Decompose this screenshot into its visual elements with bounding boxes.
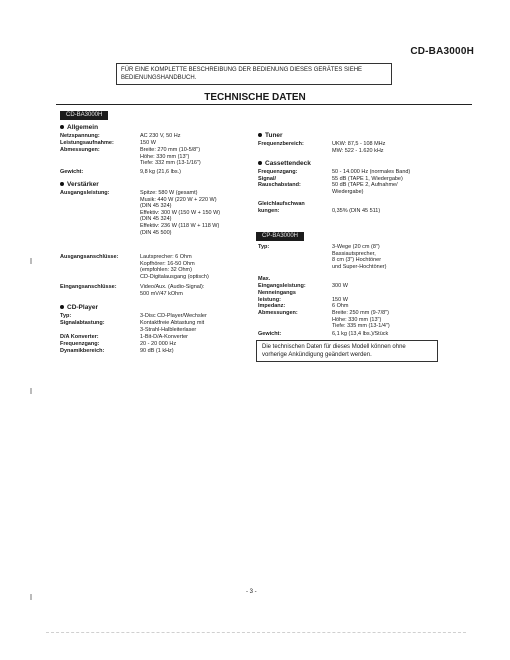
spec-key: Ausgangsanschlüsse:	[60, 254, 119, 260]
page-heading: TECHNISCHE DATEN	[204, 92, 306, 103]
spec-value: 0,35% (DIN 45 511)	[332, 207, 381, 214]
spec-key: Nenneingangs leistung:	[258, 290, 296, 303]
spec-key: Impedanz:	[258, 303, 286, 309]
spec-key: Abmessungen:	[60, 147, 100, 153]
bullet-icon	[258, 133, 262, 137]
spec-key: Abmessungen:	[258, 310, 298, 316]
section-tuner	[258, 132, 283, 139]
scan-mark	[30, 388, 32, 394]
spec-value: 150 W	[140, 140, 156, 146]
spec-key: Gleichlaufschwan kungen:	[258, 201, 305, 214]
spec-value: 150 W	[332, 296, 348, 303]
spec-key: D/A Konverter:	[60, 334, 99, 340]
section-title: CD-Player	[67, 304, 99, 311]
spec-value: Kontaktfreie Abtastung mit 3-Strahl-Halbleiterlaser	[140, 320, 205, 333]
spec-value: Spitze: 580 W (gesamt) Musik: 440 W (220 W + 220 W) (DIN 45 324) Effektiv: 300 W (150 W + 150 W) (DIN 45 324) Effektiv: 236 W (118 W + 118 W) (DIN 45 500)	[140, 190, 221, 236]
spec-value: 6 Ohm	[332, 303, 349, 309]
spec-value: 300 W	[332, 282, 348, 289]
spec-value: 90 dB (1 kHz)	[140, 348, 174, 354]
section-allgemein	[60, 124, 98, 131]
spec-key: Eingangsanschlüsse:	[60, 284, 117, 290]
spec-key: Dynamikbereich:	[60, 348, 105, 354]
scan-border	[46, 632, 466, 633]
section-title: Cassettendeck	[265, 160, 311, 167]
section-verstaerker	[60, 181, 99, 188]
spec-value: UKW: 87,5 - 108 MHz MW: 522 - 1.620 kHz	[332, 141, 386, 154]
spec-value: Breite: 250 mm (9-7/8") Höhe: 330 mm (13") Tiefe: 335 mm (13-1/4")	[332, 310, 390, 330]
spec-key: Ausgangsleistung:	[60, 190, 110, 196]
spec-key: Signalabtastung:	[60, 320, 105, 326]
bullet-icon	[60, 305, 64, 309]
spec-key: Frequenzgang: Signal/ Rauschabstand:	[258, 169, 301, 189]
heading-divider	[56, 104, 472, 105]
section-title: Tuner	[265, 132, 283, 139]
section-title: Verstärker	[67, 181, 99, 188]
spec-value: 6,1 kg (13,4 lbs.)/Stück	[332, 331, 389, 337]
spec-key: Gewicht:	[60, 169, 84, 175]
scan-mark	[30, 258, 32, 264]
page-number: - 3 -	[246, 589, 257, 595]
section-cassettendeck	[258, 160, 311, 167]
spec-key: Frequenzgang:	[60, 341, 100, 347]
change-notice-box: Die technischen Daten für dieses Modell können ohne vorherige Ankündigung geändert werden.	[256, 340, 438, 362]
spec-key: Typ:	[60, 313, 72, 319]
spec-value: 3-Disc CD-Player/Wechsler	[140, 313, 207, 319]
spec-value: Lautsprecher: 6 Ohm Kopfhörer: 16-50 Ohm (empfohlen: 32 Ohm) CD-Digitalausgang (optisch)	[140, 254, 209, 280]
spec-key: Frequenzbereich:	[258, 141, 304, 147]
spec-key: Typ:	[258, 244, 270, 250]
spec-key: Netzspannung:	[60, 133, 100, 139]
right-model-badge: CP-BA3000H	[256, 232, 304, 241]
manual-notice-box: FÜR EINE KOMPLETTE BESCHREIBUNG DER BEDIENUNG DIESES GERÄTES SIEHE BEDIENUNGSHANDBUCH.	[116, 63, 392, 85]
spec-value: 3-Wege (20 cm (8") Bassiautsprecher, 8 cm (3") Hochtöner und Super-Hochtöner)	[332, 244, 387, 270]
bullet-icon	[60, 182, 64, 186]
left-model-badge: CD-BA3000H	[60, 111, 108, 120]
scan-mark	[30, 594, 32, 600]
bullet-icon	[258, 161, 262, 165]
bullet-icon	[60, 125, 64, 129]
spec-value: 50 - 14.000 Hz (normales Band) 55 dB (TAPE 1, Wiedergabe) 50 dB (TAPE 2, Aufnahme/ Wiedergabe)	[332, 169, 411, 195]
spec-key: Gewicht:	[258, 331, 282, 337]
section-title: Allgemein	[67, 124, 99, 131]
spec-key: Max. Eingangsleistung:	[258, 276, 306, 289]
spec-value: 9,8 kg (21,6 lbs.)	[140, 169, 181, 175]
model-title: CD-BA3000H	[410, 46, 474, 57]
spec-value: 1-Bit-D/A-Konverter	[140, 334, 188, 340]
spec-value: Video/Aux. (Audio-Signal): 500 mV/47 kOhm	[140, 284, 205, 297]
spec-key: Leistungsaufnahme:	[60, 140, 114, 146]
spec-value: Breite: 270 mm (10-5/8") Höhe: 330 mm (13") Tiefe: 332 mm (13-1/16")	[140, 147, 201, 167]
section-cdplayer	[60, 304, 98, 311]
spec-value: 20 - 20 000 Hz	[140, 341, 177, 347]
spec-value: AC 230 V, 50 Hz	[140, 133, 181, 139]
